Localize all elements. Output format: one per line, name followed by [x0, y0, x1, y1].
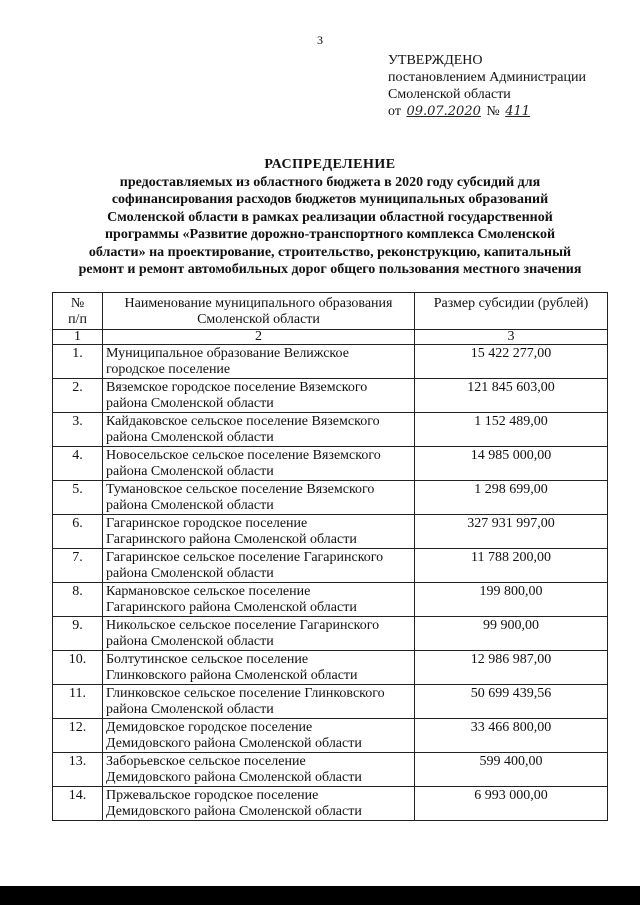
table-row — [53, 447, 608, 481]
municipality-name-line-1: Глинковское сельское поселение Глинковского — [106, 686, 385, 701]
subsidy-amount: 599 400,00 — [415, 753, 608, 787]
subsidy-table — [52, 292, 608, 821]
municipality-name-line-2: района Смоленской области — [106, 464, 274, 479]
subsidy-amount: 15 422 277,00 — [415, 345, 608, 379]
row-number: 8. — [53, 583, 103, 617]
municipality-name-line-1: Никольское сельское поселение Гагаринского — [106, 618, 380, 633]
table-row — [53, 719, 608, 753]
approval-date-line — [388, 103, 586, 120]
subsidy-amount: 6 993 000,00 — [415, 787, 608, 821]
municipality-name-line-1: Заборьевское сельское поселение — [106, 754, 306, 769]
row-number: 12. — [53, 719, 103, 753]
municipality-name-line-1: Кармановское сельское поселение — [106, 584, 311, 599]
municipality-name — [103, 685, 415, 719]
table-row — [53, 651, 608, 685]
table-row — [53, 379, 608, 413]
municipality-name — [103, 651, 415, 685]
table-row — [53, 515, 608, 549]
municipality-name — [103, 379, 415, 413]
table-row — [53, 617, 608, 651]
table-header-row — [53, 293, 608, 330]
date-prefix: от — [388, 104, 401, 119]
municipality-name-line-2: Демидовского района Смоленской области — [106, 736, 362, 751]
municipality-name-line-1: Гагаринское городское поселение — [106, 516, 308, 531]
municipality-name-line-1: Болтутинское сельское поселение — [106, 652, 309, 667]
row-number: 13. — [53, 753, 103, 787]
row-number: 9. — [53, 617, 103, 651]
row-number: 1. — [53, 345, 103, 379]
row-number: 7. — [53, 549, 103, 583]
municipality-name-line-1: Пржевальское городское поселение — [106, 788, 319, 803]
municipality-name — [103, 549, 415, 583]
municipality-name-line-2: района Смоленской области — [106, 498, 274, 513]
row-number: 6. — [53, 515, 103, 549]
subsidy-amount: 14 985 000,00 — [415, 447, 608, 481]
table-row — [53, 549, 608, 583]
page-number: 3 — [317, 33, 323, 47]
scan-bottom-edge — [0, 886, 640, 905]
row-number: 14. — [53, 787, 103, 821]
title-line-3: Смоленской области в рамках реализации областной государственной — [107, 209, 553, 225]
table-row — [53, 753, 608, 787]
subsidy-amount: 327 931 997,00 — [415, 515, 608, 549]
municipality-name-line-2: Глинковского района Смоленской области — [106, 668, 358, 683]
row-number: 10. — [53, 651, 103, 685]
municipality-name-line-2: района Смоленской области — [106, 430, 274, 445]
municipality-name — [103, 583, 415, 617]
municipality-name — [103, 481, 415, 515]
title-line-4: программы «Развитие дорожно-транспортного комплекса Смоленской — [104, 227, 556, 242]
municipality-name — [103, 413, 415, 447]
title-line-6: ремонт и ремонт автомобильных дорог общего пользования местного значения — [78, 262, 582, 277]
row-number: 11. — [53, 685, 103, 719]
header-amount: Размер субсидии (рублей) — [415, 293, 608, 330]
subsidy-amount: 199 800,00 — [415, 583, 608, 617]
table-row — [53, 685, 608, 719]
title-line-2: софинансирования расходов бюджетов муниципальных образований — [111, 192, 549, 207]
table-row — [53, 413, 608, 447]
approval-title: УТВЕРЖДЕНО — [388, 53, 483, 68]
handwritten-number: 411 — [505, 104, 531, 119]
row-number: 4. — [53, 447, 103, 481]
municipality-name — [103, 719, 415, 753]
approval-line-3: Смоленской области — [388, 87, 511, 102]
header-name-line-1: Наименование муниципального образования — [124, 296, 393, 311]
subsidy-amount: 12 986 987,00 — [415, 651, 608, 685]
column-index-row — [53, 330, 608, 345]
subsidy-amount: 11 788 200,00 — [415, 549, 608, 583]
row-number: 5. — [53, 481, 103, 515]
header-number-line-2: п/п — [68, 312, 87, 327]
municipality-name-line-1: Вяземское городское поселение Вяземского — [106, 380, 368, 395]
header-number-line-1: № — [70, 296, 85, 311]
title-line-1: предоставляемых из областного бюджета в 2020 году субсидий для — [119, 174, 541, 190]
municipality-name — [103, 345, 415, 379]
municipality-name — [103, 515, 415, 549]
column-index-2: 2 — [103, 330, 415, 345]
approval-stamp — [388, 52, 586, 120]
table-row — [53, 583, 608, 617]
subsidy-amount: 99 900,00 — [415, 617, 608, 651]
table-row — [53, 787, 608, 821]
municipality-name-line-2: Гагаринского района Смоленской области — [106, 532, 357, 547]
approval-line-2: постановлением Администрации — [388, 70, 586, 85]
row-number: 3. — [53, 413, 103, 447]
municipality-name — [103, 753, 415, 787]
municipality-name-line-1: Новосельское сельское поселение Вяземского — [106, 448, 381, 463]
subsidy-amount: 121 845 603,00 — [415, 379, 608, 413]
column-index-3: 3 — [415, 330, 608, 345]
subsidy-amount: 1 298 699,00 — [415, 481, 608, 515]
table-row — [53, 345, 608, 379]
municipality-name-line-1: Муниципальное образование Велижское — [106, 346, 349, 361]
header-name-line-2: Смоленской области — [197, 312, 320, 327]
municipality-name-line-1: Демидовское городское поселение — [106, 720, 313, 735]
municipality-name — [103, 787, 415, 821]
municipality-name-line-1: Кайдаковское сельское поселение Вяземского — [106, 414, 380, 429]
subsidy-amount: 33 466 800,00 — [415, 719, 608, 753]
municipality-name-line-1: Тумановское сельское поселение Вяземского — [106, 482, 375, 497]
title-line-5: области» на проектирование, строительство, реконструкцию, капитальный — [88, 244, 572, 260]
header-name — [103, 293, 415, 330]
municipality-name-line-2: Гагаринского района Смоленской области — [106, 600, 357, 615]
subsidy-amount: 50 699 439,56 — [415, 685, 608, 719]
municipality-name-line-2: района Смоленской области — [106, 566, 274, 581]
document-title — [40, 156, 620, 279]
municipality-name-line-1: Гагаринское сельское поселение Гагаринского — [106, 550, 384, 565]
title-main: РАСПРЕДЕЛЕНИЕ — [264, 157, 396, 172]
row-number: 2. — [53, 379, 103, 413]
municipality-name-line-2: района Смоленской области — [106, 702, 274, 717]
table-row — [53, 481, 608, 515]
column-index-1: 1 — [53, 330, 103, 345]
municipality-name — [103, 617, 415, 651]
subsidy-amount: 1 152 489,00 — [415, 413, 608, 447]
municipality-name-line-2: района Смоленской области — [106, 396, 274, 411]
number-prefix: № — [486, 104, 500, 119]
municipality-name-line-2: района Смоленской области — [106, 634, 274, 649]
header-number — [53, 293, 103, 330]
municipality-name — [103, 447, 415, 481]
handwritten-date: 09.07.2020 — [406, 104, 481, 119]
municipality-name-line-2: Демидовского района Смоленской области — [106, 804, 362, 819]
municipality-name-line-2: Демидовского района Смоленской области — [106, 770, 362, 785]
municipality-name-line-2: городское поселение — [106, 362, 231, 377]
